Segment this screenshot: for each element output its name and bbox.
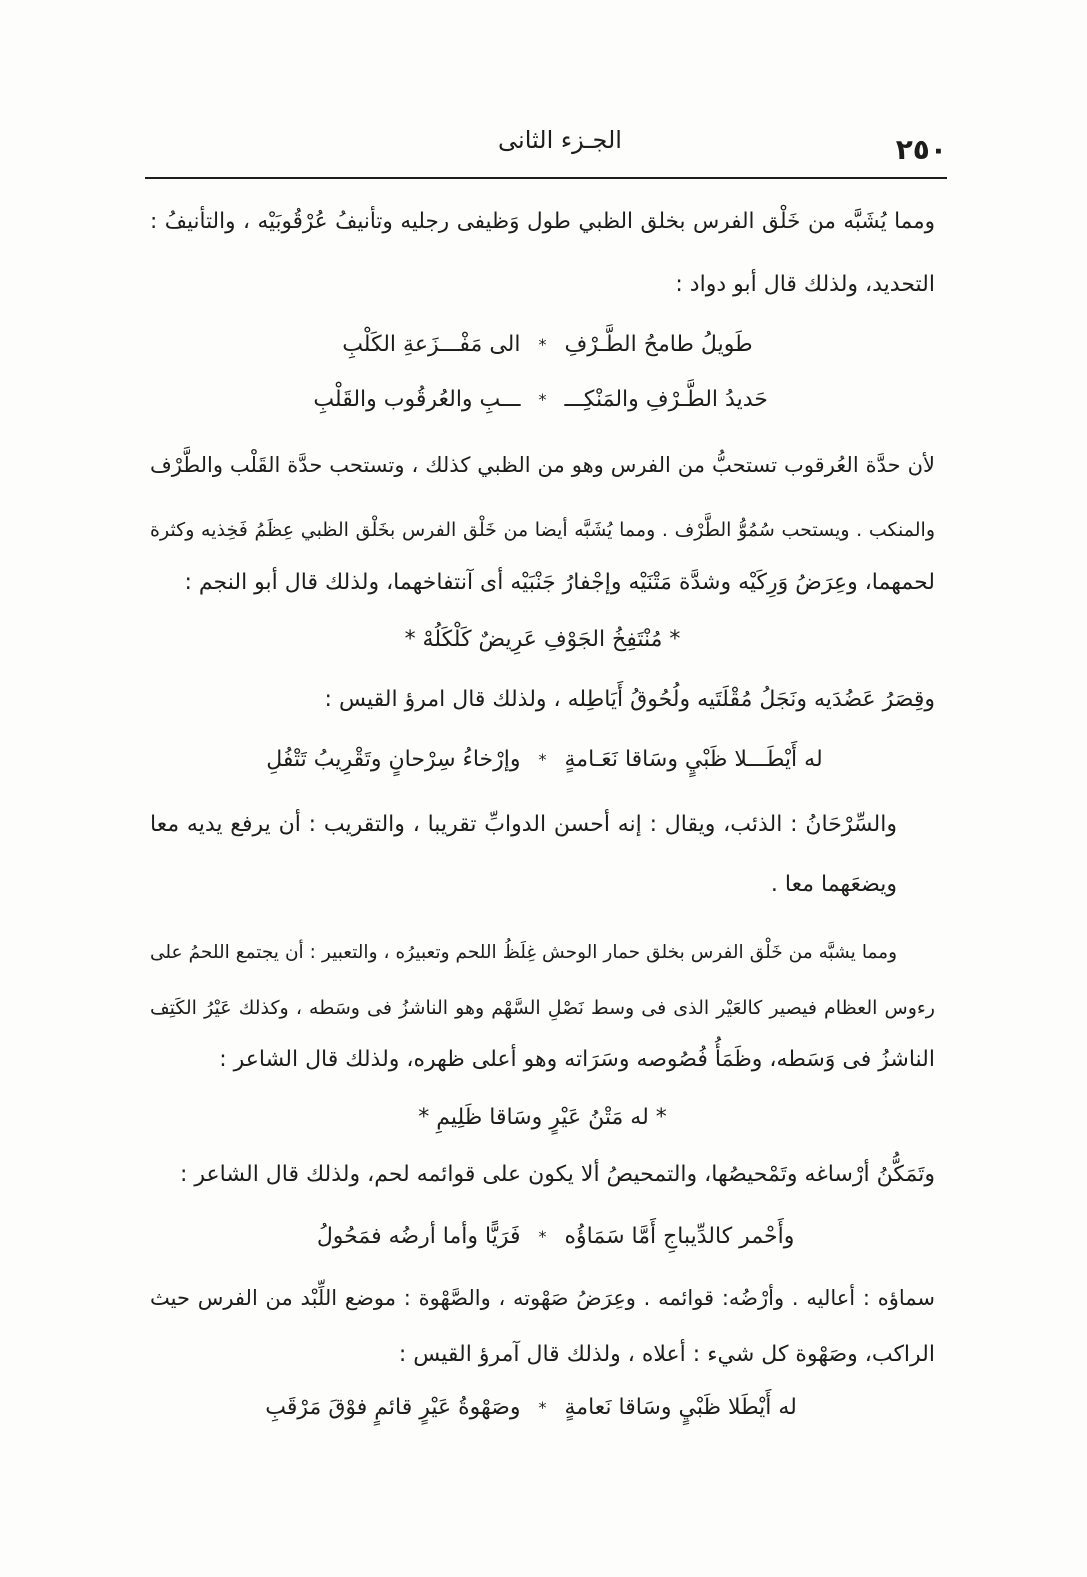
text-line: الراكب، وصَهْوة كل شيء : أعلاه ، ولذلك قال آمرؤ القيس :: [398, 1342, 935, 1367]
text-line: وقِصَرُ عَضُدَيه ونَجَلُ مُقْلَتَيه ولُحُوقُ أَيَاطِله ، ولذلك قال امرؤ القيس :: [324, 687, 935, 712]
verse-hemistich-right: حَديدُ الطَّـرْفِ والمَنْكِـــ: [564, 387, 768, 412]
verse: [150, 328, 935, 362]
running-title: الجـزء الثانى: [498, 126, 622, 154]
verse-hemistich-left: فَرَيًّا وأما أرضُه فمَحُولُ: [316, 1224, 521, 1249]
verse-separator: *: [538, 750, 547, 769]
verse: [150, 1220, 935, 1254]
text-line: لأن حدَّة العُرقوب تستحبُّ من الفرس وهو من الظبي كذلك ، وتستحب حدَّة القَلْب والطَّرْف: [150, 453, 935, 477]
text-line: التحديد، ولذلك قال أبو دواد :: [675, 272, 935, 297]
verse-hemistich-left: وصَهْوةُ عَيْرٍ قائمٍ فوْقَ مَرْقَبِ: [265, 1395, 521, 1420]
text-line: ويضعَهما معا .: [770, 872, 897, 897]
verse-hemistich-right: طَويلُ طامحُ الطَّـرْفِ: [564, 332, 753, 357]
verse-separator: *: [538, 390, 547, 409]
verse-single: * مُنْتَفِخُ الجَوْفِ عَرِيضٌ كَلْكَلُهْ *: [404, 627, 681, 652]
verse-separator: *: [538, 335, 547, 354]
text-line: ومما يشبَّه من خَلْق الفرس بخلق حمار الوحش غِلَظُ اللحم وتعبيرُه ، والتعبير : أن يجتمع اللحمُ على: [150, 942, 897, 963]
verse-hemistich-right: له أَيْطَـــلا ظَبْيٍ وسَاقا نَعَـامةٍ: [564, 747, 823, 772]
verse-separator: *: [538, 1227, 547, 1246]
verse-hemistich-right: له أَيْطَلا ظَبْيٍ وسَاقا نَعامةٍ: [564, 1395, 797, 1420]
text-line: لحمهما، وعِرَضُ وَرِكَيْه وشدَّة مَتْنَيْه وإجْفارُ جَنْبَيْه أى آنتفاخهما، ولذلك قال أبو النجم :: [184, 570, 935, 595]
verse-hemistich-right: وأَحْمر كالدِّيباجِ أَمَّا سَمَاؤُه: [564, 1224, 795, 1249]
verse: [150, 383, 935, 417]
verse-hemistich-left: الى مَفْـــزَعةِ الكَلْبِ: [342, 332, 521, 357]
text-line: والسِّرْحَانُ : الذئب، ويقال : إنه أحسن الدوابِّ تقريبا ، والتقريب : أن يرفع يديه معا: [150, 812, 897, 837]
verse-hemistich-left: وإرْخاءُ سِرْحانٍ وتَقْرِيبُ تَتْفُلِ: [266, 747, 521, 772]
verse-separator: *: [538, 1398, 547, 1417]
verse: [150, 1391, 935, 1425]
text-line: الناشزُ فى وَسَطه، وظَمَأُ فُصُوصه وسَرَاته وهو أعلى ظهره، ولذلك قال الشاعر :: [219, 1047, 935, 1072]
page-number: ٢٥٠: [895, 133, 947, 166]
text-line: ومما يُشَبَّه من خَلْق الفرس بخلق الظبي طول وَظيفى رجليه وتأنيفُ عُرْقُوبَيْه ، والتأنيفُ :: [150, 209, 935, 234]
text-line: رءوس العظام فيصير كالعَيْر الذى فى وسط نَصْلِ السَّهْم وهو الناشزُ فى وسَطه ، وكذلك عَيْرُ الكَتِف: [150, 997, 935, 1019]
verse: [150, 743, 935, 777]
text-line: والمنكب . ويستحب سُمُوُّ الطَّرْف . ومما يُشَبَّه أيضا من خَلْق الفرس بخَلْق الظبي عِظَمُ فَخِذيه وكثرة: [150, 519, 935, 541]
verse-single: * له مَتْنُ عَيْرٍ وسَاقا ظَلِيمِ *: [418, 1105, 667, 1130]
header-rule: [145, 177, 947, 179]
verse-hemistich-left: ـــبِ والعُرقُوب والقَلْبِ: [313, 387, 521, 412]
text-line: وتَمَكُّنُ أرْساغه وتَمْحيصُها، والتمحيصُ ألا يكون على قوائمه لحم، ولذلك قال الشاعر :: [180, 1162, 935, 1187]
text-line: سماؤه : أعاليه . وأرْضُه: قوائمه . وعِرَضُ صَهْوته ، والصَّهْوة : موضع اللِّبْد من الفرس حيث: [150, 1286, 935, 1310]
